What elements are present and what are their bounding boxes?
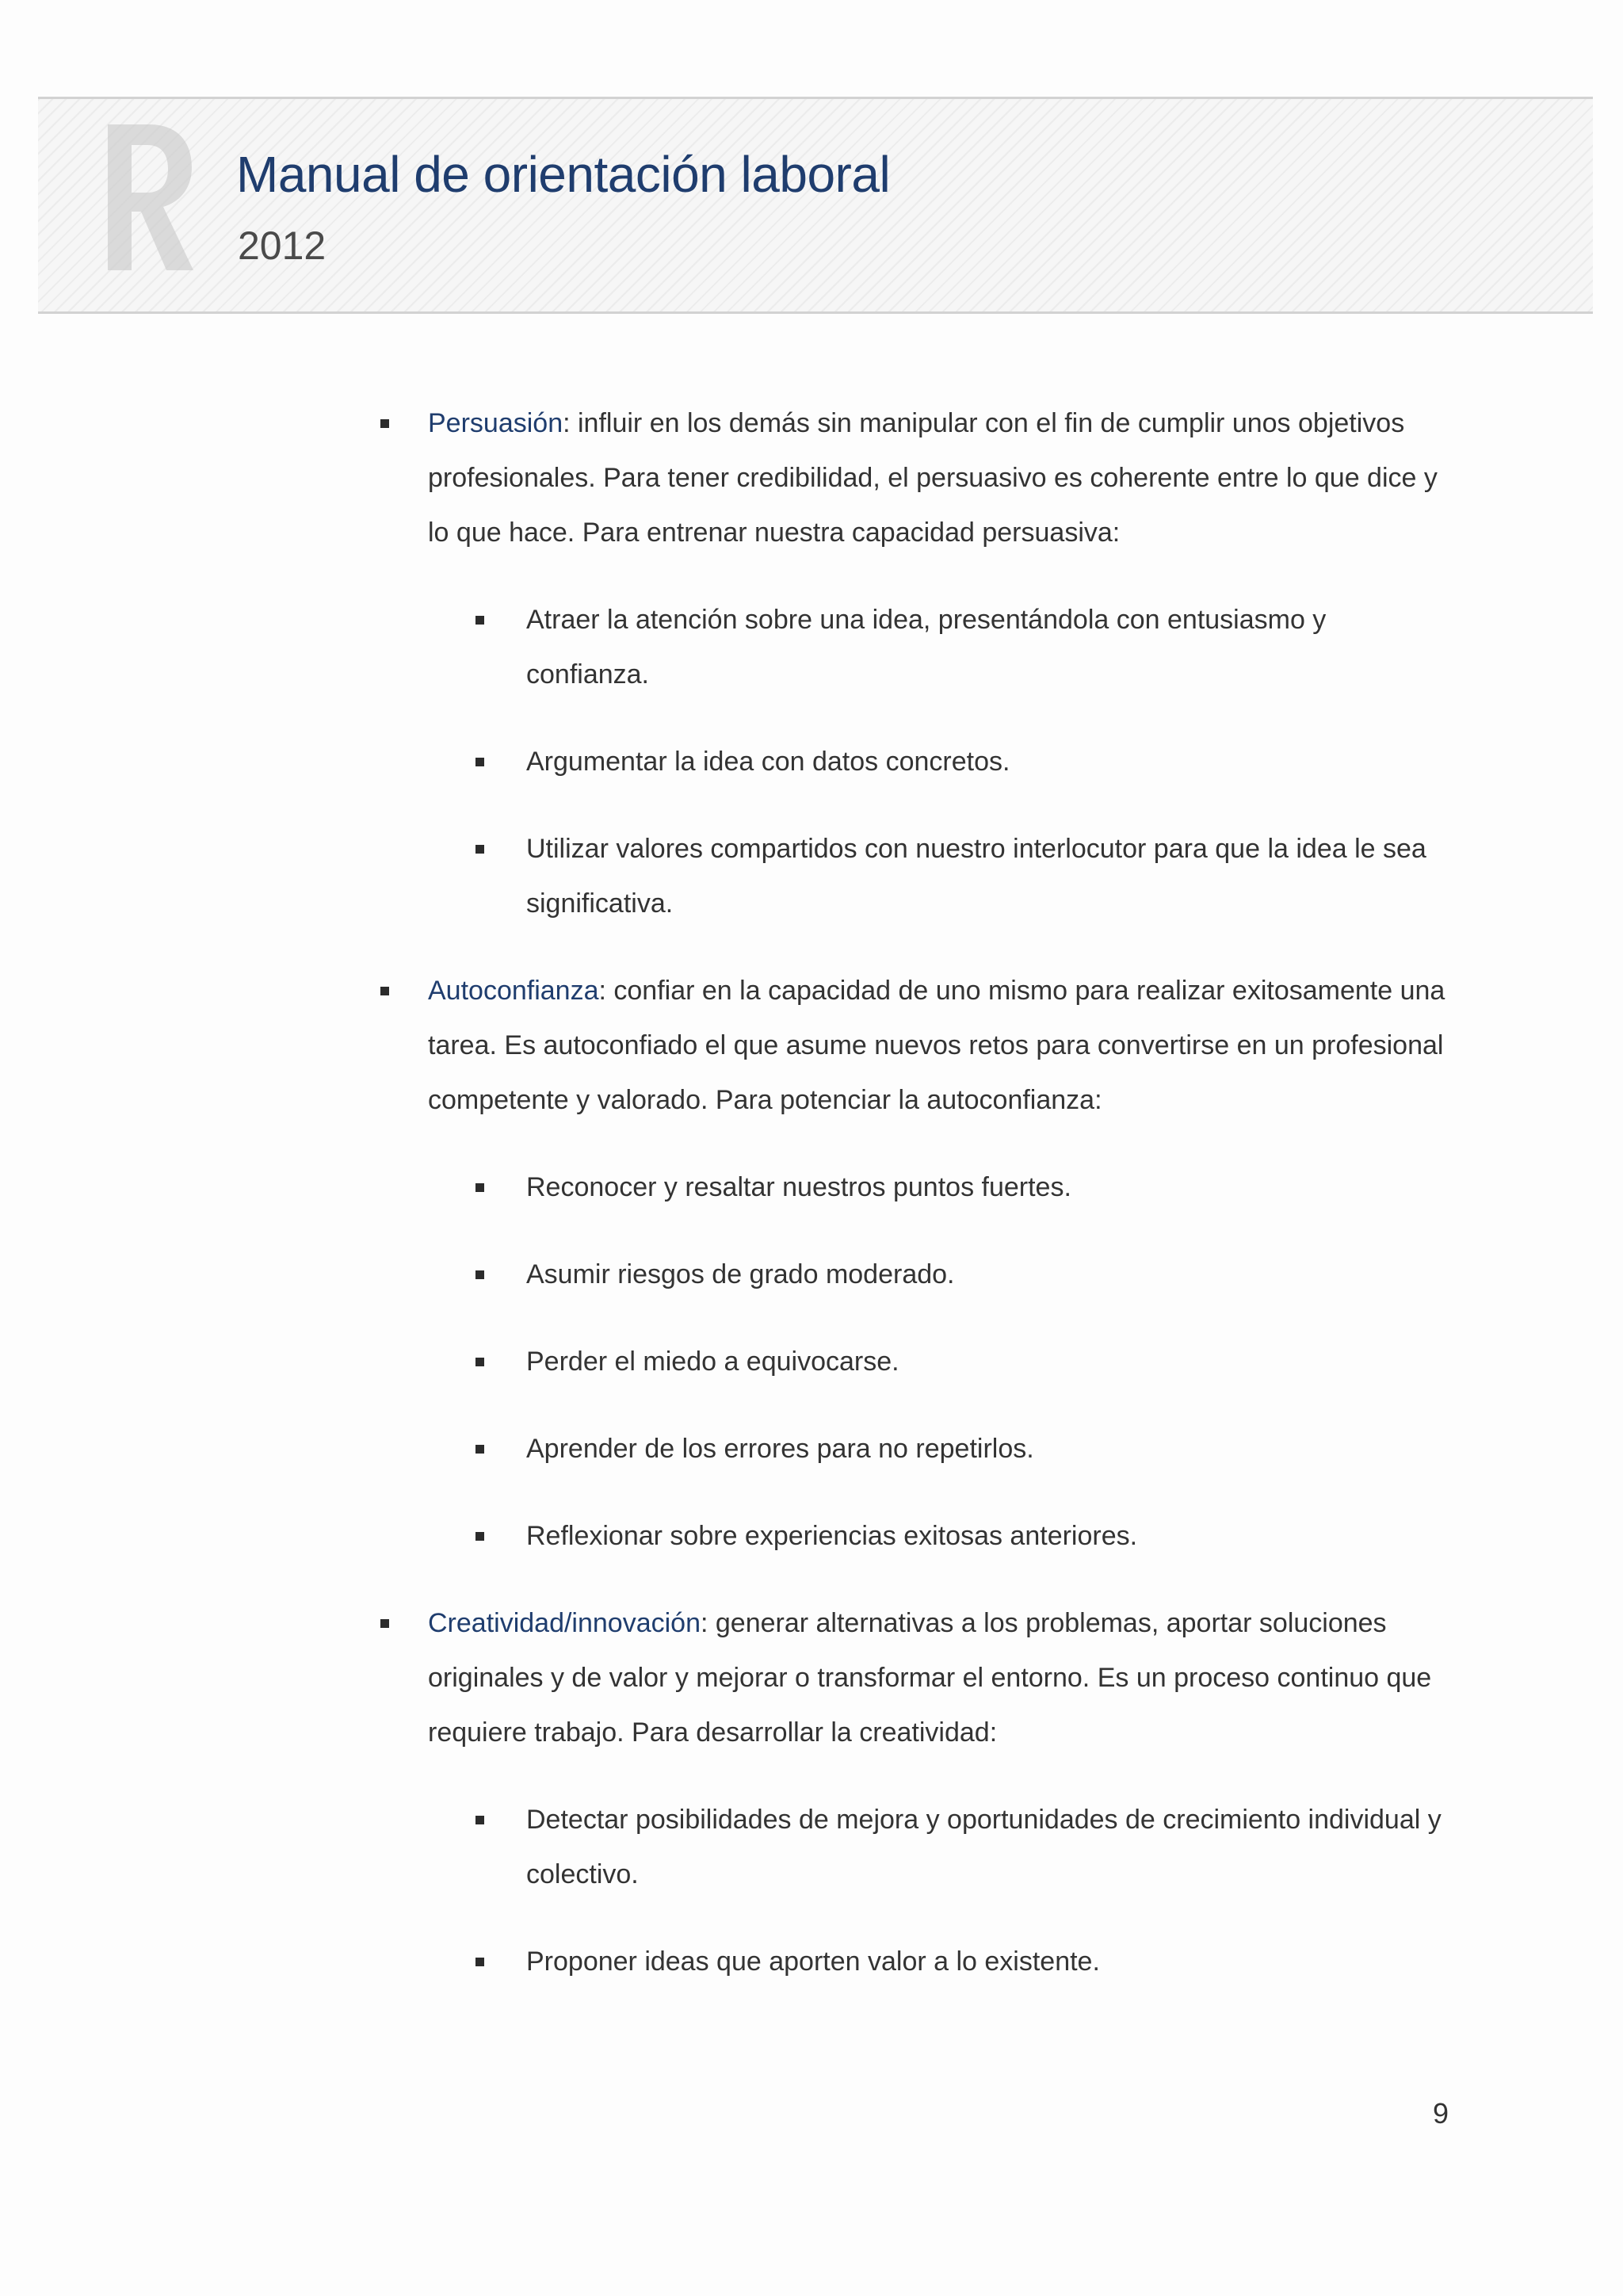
square-bullet-icon [475,616,484,625]
sublist-item-text: Utilizar valores compartidos con nuestro interlocutor para que la idea le sea significativa. [526,834,1426,919]
sublist-item-text: Detectar posibilidades de mejora y oportunidades de crecimiento individual y colectivo. [526,1805,1442,1889]
square-bullet-icon [475,1358,484,1366]
square-bullet-icon [475,1270,484,1279]
sublist-item [428,1935,1450,1989]
term-label: Creatividad/innovación [428,1608,701,1638]
header-band [38,97,1593,314]
sublist-item-text: Perder el miedo a equivocarse. [526,1347,899,1377]
document-year: 2012 [238,223,327,268]
sublist-item [428,1160,1450,1215]
sublist-item [428,1247,1450,1302]
sublist-item [428,1509,1450,1564]
square-bullet-icon [475,1445,484,1454]
sublist [428,1160,1450,1564]
sublist-item [428,1793,1450,1902]
square-bullet-icon [380,1619,389,1628]
square-bullet-icon [475,1532,484,1541]
sublist-item [428,1335,1450,1389]
item-description: : influir en los demás sin manipular con el fin de cumplir unos objetivos profesionales. Para tener credibilidad, el persuasivo es coherente entre lo que dice y lo que hace. Para entrenar nuestra capacidad persuasiva: [428,408,1438,548]
sublist-item-text: Reconocer y resaltar nuestros puntos fuertes. [526,1172,1071,1202]
square-bullet-icon [380,987,389,995]
document-title: Manual de orientación laboral [236,146,891,203]
item-description: : generar alternativas a los problemas, aportar soluciones originales y de valor y mejorar o transformar el entorno. Es un proceso continuo que requiere trabajo. Para desarrollar la creatividad: [428,1608,1432,1748]
sublist-item-text: Atraer la atención sobre una idea, presentándola con entusiasmo y confianza. [526,605,1327,690]
sublist-item-text: Aprender de los errores para no repetirlos. [526,1434,1034,1464]
sublist-item-text: Argumentar la idea con datos concretos. [526,747,1010,777]
square-bullet-icon [475,1816,484,1824]
sublist [428,1793,1450,1989]
sublist-item [428,1422,1450,1477]
list-item-persuasion [380,396,1450,931]
sublist-item-text: Proponer ideas que aporten valor a lo existente. [526,1946,1100,1977]
list-item-autoconfianza [380,964,1450,1564]
page-number: 9 [1433,2097,1449,2130]
sublist-item [428,593,1450,702]
sublist-item-text: Asumir riesgos de grado moderado. [526,1259,955,1289]
main-content [380,396,1450,2022]
sublist-item [428,822,1450,931]
square-bullet-icon [475,1958,484,1966]
item-description: : confiar en la capacidad de uno mismo para realizar exitosamente una tarea. Es autoconfiado el que asume nuevos retos para convertirse en un profesional competente y valorado. Para potenciar la autoconfianza: [428,976,1445,1115]
square-bullet-icon [475,758,484,766]
term-label: Persuasión [428,408,563,438]
r-logo-icon [100,117,195,275]
square-bullet-icon [475,845,484,854]
sublist [428,593,1450,931]
sublist-item-text: Reflexionar sobre experiencias exitosas anteriores. [526,1521,1138,1551]
square-bullet-icon [380,419,389,428]
square-bullet-icon [475,1183,484,1192]
list-item-creatividad [380,1596,1450,1989]
sublist-item [428,735,1450,789]
term-label: Autoconfianza [428,976,599,1006]
